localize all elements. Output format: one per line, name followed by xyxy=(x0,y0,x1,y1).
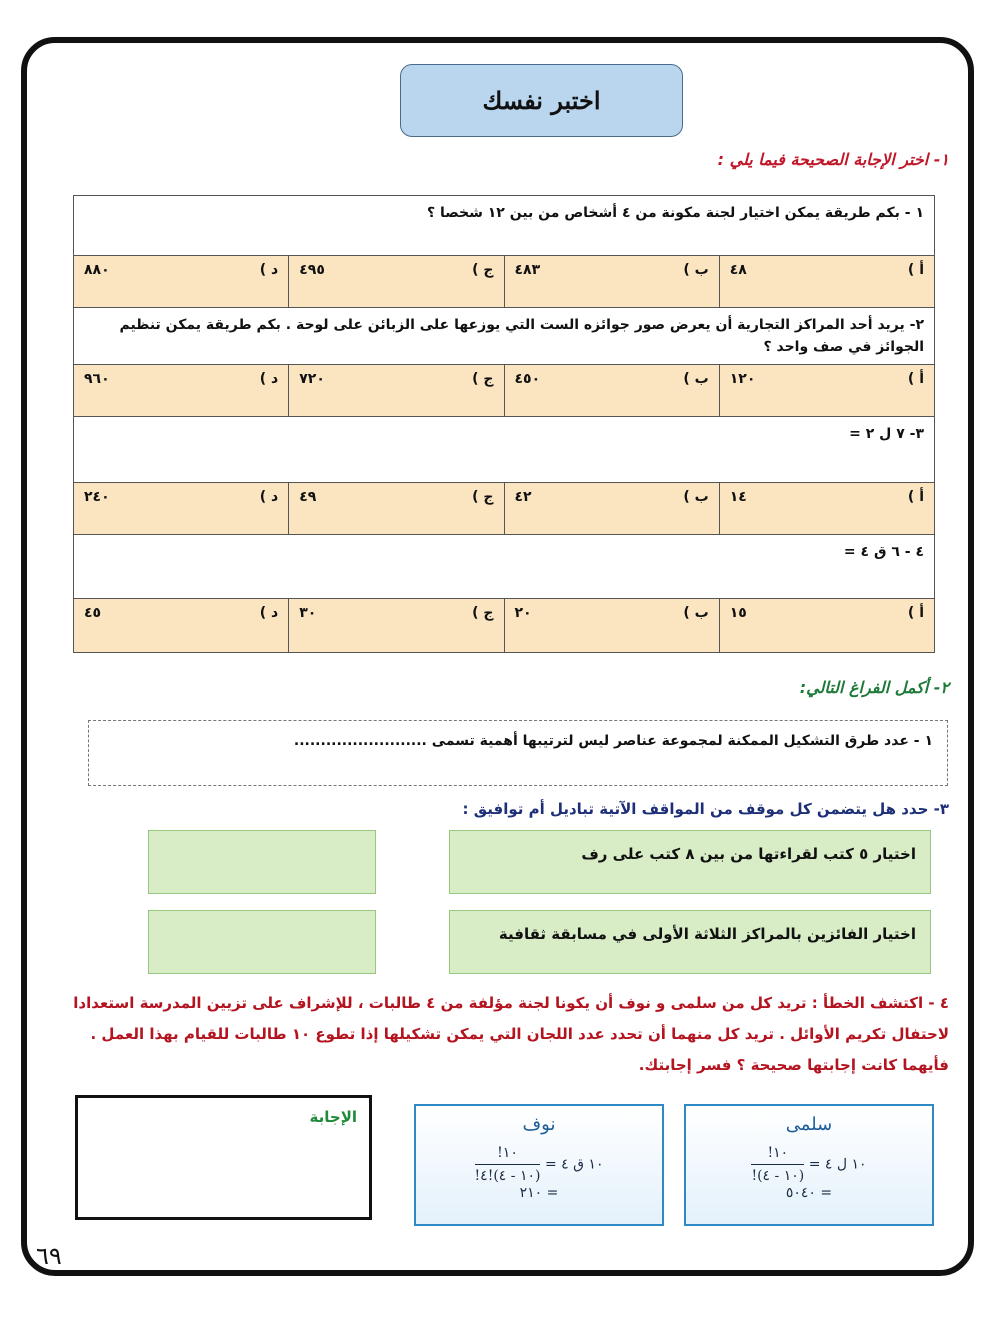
option-value: ١٥ xyxy=(729,605,747,621)
option-letter: د ) xyxy=(259,489,279,505)
option-value: ٧٢٠ xyxy=(299,371,325,387)
option-value: ٤٥ xyxy=(84,605,102,621)
option-value: ٤٩ xyxy=(299,489,317,505)
option-value: ٣٠ xyxy=(299,605,317,621)
option-c[interactable] xyxy=(289,483,504,535)
answer-slot[interactable] xyxy=(148,910,376,974)
option-a[interactable] xyxy=(719,365,934,417)
salma-result: = ٥٠٤٠ xyxy=(785,1185,833,1201)
options-row xyxy=(74,365,935,417)
option-a[interactable] xyxy=(719,483,934,535)
question-text: ٢- يريد أحد المراكز التجارية أن يعرض صور جوائزه الست التي يوزعها على الزبائن على لوحة . بكم طريقة يمكن تنظيم الجوائز في صف واحد ؟ xyxy=(74,308,935,365)
option-d[interactable] xyxy=(74,365,289,417)
option-value: ٨٨٠ xyxy=(84,262,110,278)
option-value: ٢٤٠ xyxy=(84,489,110,505)
situation-text: اختيار الفائزين بالمراكز الثلاثة الأولى في مسابقة ثقافية xyxy=(498,925,916,943)
option-letter: ج ) xyxy=(472,489,494,505)
option-d[interactable] xyxy=(74,483,289,535)
salma-denominator: (١٠ - ٤)! xyxy=(751,1168,805,1184)
question-text: ٣- ٧ ل ٢ = xyxy=(74,417,935,483)
option-b[interactable] xyxy=(504,256,719,308)
fill-blank-text: ١ - عدد طرق التشكيل الممكنة لمجموعة عناصر ليس لترتيبها أهمية تسمى ......................... xyxy=(293,733,933,749)
option-letter: أ ) xyxy=(907,371,924,387)
option-letter: د ) xyxy=(259,371,279,387)
option-c[interactable] xyxy=(289,599,504,653)
page-title: اختبر نفسك xyxy=(400,64,683,137)
find-error-text: تريد كل من سلمى و نوف أن يكونا لجنة مؤلفة من ٤ طالبات ، للإشراف على تزيين المدرسة استعدادا لاحتفال تكريم الأوائل . تريد كل منهما أن تحدد عدد اللجان التي يمكن تشكيلها إذا تطوع ١٠ طالبات للقيام بهذا العمل . فأيهما كانت إجابتها صحيحة ؟ فسر إجابتك. xyxy=(73,994,949,1074)
salma-numerator: ١٠! xyxy=(751,1142,804,1165)
option-letter: ج ) xyxy=(472,605,494,621)
page-number: ٦٩ xyxy=(36,1242,62,1270)
question-row xyxy=(74,196,935,256)
options-row xyxy=(74,599,935,653)
option-value: ١٢٠ xyxy=(729,371,756,387)
question-row xyxy=(74,308,935,365)
nouf-lhs: ١٠ ق ٤ = xyxy=(544,1156,604,1173)
option-b[interactable] xyxy=(504,599,719,653)
option-a[interactable] xyxy=(719,256,934,308)
salma-solution-card xyxy=(684,1104,934,1226)
answer-label: الإجابة xyxy=(309,1108,357,1126)
question-text: ١ - بكم طريقة يمكن اختيار لجنة مكونة من ٤ أشخاص من بين ١٢ شخصا ؟ xyxy=(74,196,935,256)
option-letter: ج ) xyxy=(472,371,494,387)
nouf-result: = ٢١٠ xyxy=(519,1185,559,1201)
option-letter: أ ) xyxy=(907,262,924,278)
option-d[interactable] xyxy=(74,256,289,308)
option-value: ٤٨٣ xyxy=(514,262,541,278)
find-error-paragraph xyxy=(59,988,949,1081)
find-error-label: ٤ - اكتشف الخطأ : xyxy=(811,994,949,1012)
option-letter: د ) xyxy=(259,262,279,278)
options-row xyxy=(74,483,935,535)
section1-heading: ١- اختر الإجابة الصحيحة فيما يلي : xyxy=(717,150,949,169)
option-letter: ج ) xyxy=(472,262,494,278)
option-value: ٩٦٠ xyxy=(84,371,110,387)
situation-text: اختيار ٥ كتب لقراءتها من بين ٨ كتب على رف xyxy=(581,845,916,863)
question-row xyxy=(74,417,935,483)
option-d[interactable] xyxy=(74,599,289,653)
situation-card xyxy=(449,910,931,974)
option-letter: أ ) xyxy=(907,605,924,621)
option-b[interactable] xyxy=(504,365,719,417)
option-c[interactable] xyxy=(289,365,504,417)
section2-heading: ٢- أكمل الفراغ التالي: xyxy=(799,678,949,697)
question-text: ٤ - ٦ ق ٤ = xyxy=(74,535,935,599)
salma-fraction xyxy=(751,1142,804,1187)
section3-heading: ٣- حدد هل يتضمن كل موقف من المواقف الآتية تباديل أم توافيق : xyxy=(462,800,949,818)
option-value: ٢٠ xyxy=(514,605,532,621)
nouf-solution-card xyxy=(414,1104,664,1226)
option-value: ٤٢ xyxy=(514,489,532,505)
nouf-numerator: ١٠! xyxy=(475,1142,541,1165)
option-letter: أ ) xyxy=(907,489,924,505)
option-letter: ب ) xyxy=(683,262,709,278)
option-b[interactable] xyxy=(504,483,719,535)
fill-blank-box[interactable] xyxy=(88,720,948,786)
option-c[interactable] xyxy=(289,256,504,308)
salma-name: سلمى xyxy=(785,1114,833,1135)
option-letter: ب ) xyxy=(683,605,709,621)
option-value: ٤٩٥ xyxy=(299,262,325,278)
nouf-denominator: (١٠ - ٤)!٤! xyxy=(474,1168,541,1184)
option-value: ١٤ xyxy=(729,489,747,505)
option-value: ٤٨ xyxy=(729,262,747,278)
option-a[interactable] xyxy=(719,599,934,653)
mcq-table xyxy=(73,195,935,653)
answer-slot[interactable] xyxy=(148,830,376,894)
option-letter: ب ) xyxy=(683,489,709,505)
option-letter: د ) xyxy=(259,605,279,621)
nouf-fraction xyxy=(475,1142,541,1187)
option-value: ٤٥٠ xyxy=(514,371,541,387)
salma-lhs: ١٠ ل ٤ = xyxy=(808,1156,867,1173)
nouf-name: نوف xyxy=(522,1114,556,1135)
question-row xyxy=(74,535,935,599)
options-row xyxy=(74,256,935,308)
situation-card xyxy=(449,830,931,894)
answer-box[interactable] xyxy=(75,1095,372,1220)
option-letter: ب ) xyxy=(683,371,709,387)
